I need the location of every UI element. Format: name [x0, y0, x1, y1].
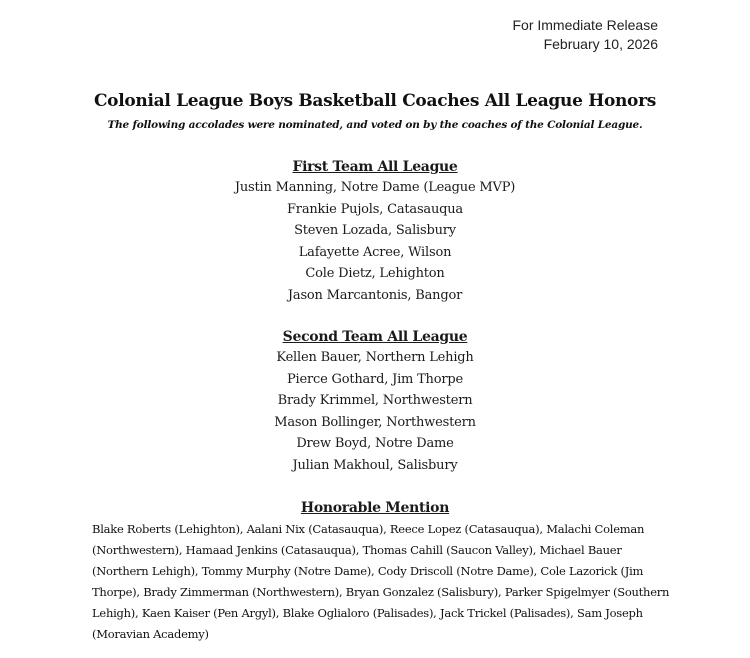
document-title: Colonial League Boys Basketball Coaches All League Honors — [93, 91, 657, 111]
list-item: Frankie Pujols, Catasauqua — [286, 201, 463, 217]
list-item: Mason Bollinger, Northwestern — [274, 414, 476, 430]
list-item: Julian Makhoul, Salisbury — [292, 457, 458, 473]
first-team-heading: First Team All League — [292, 159, 458, 175]
list-item: Cole Dietz, Lehighton — [305, 266, 445, 281]
honorable-mention-text: Blake Roberts (Lehighton), Aalani Nix (Catasauqua), Reece Lopez (Catasauqua), Malachi Coleman (Northwestern), Hamaad Jenkins (Catasauqua), Thomas Cahill (Saucon Valley), Michael Bauer (Northern Lehigh), Tommy Murphy (Notre Dame), Cody Driscoll (Notre Dame), Cole Lazorick (Jim Thorpe), Brady Zimmerman (Northwestern), Bryan Gonzalez (Salisbury), Parker Spigelmyer (Southern Lehigh), Kaen Kaiser (Pen Argyl), Blake Oglialoro (Palisades), Jack Trickel (Palisades), Sam Joseph (Moravian Academy) — [92, 522, 670, 641]
release-header — [512, 16, 658, 54]
document-subtitle: The following accolades were nominated, and voted on by the coaches of the Colonial League. — [107, 119, 643, 131]
second-team-list — [0, 347, 750, 476]
list-item: Pierce Gothard, Jim Thorpe — [286, 371, 463, 387]
release-date: February 10, 2026 — [543, 36, 658, 52]
release-label: For Immediate Release — [512, 17, 658, 33]
second-team-section — [0, 327, 750, 476]
list-item: Brady Krimmel, Northwestern — [277, 393, 473, 408]
honorable-mention-section — [0, 498, 750, 518]
list-item: Drew Boyd, Notre Dame — [296, 436, 454, 451]
first-team-list — [0, 177, 750, 306]
list-item: Jason Marcantonis, Bangor — [287, 287, 463, 303]
list-item: Kellen Bauer, Northern Lehigh — [276, 350, 474, 365]
list-item: Steven Lozada, Salisbury — [294, 223, 456, 238]
first-team-section — [0, 157, 750, 306]
list-item: Lafayette Acree, Wilson — [298, 244, 452, 260]
list-item: Justin Manning, Notre Dame (League MVP) — [234, 180, 516, 195]
second-team-heading: Second Team All League — [282, 329, 468, 345]
honorable-mention-heading: Honorable Mention — [300, 500, 450, 516]
